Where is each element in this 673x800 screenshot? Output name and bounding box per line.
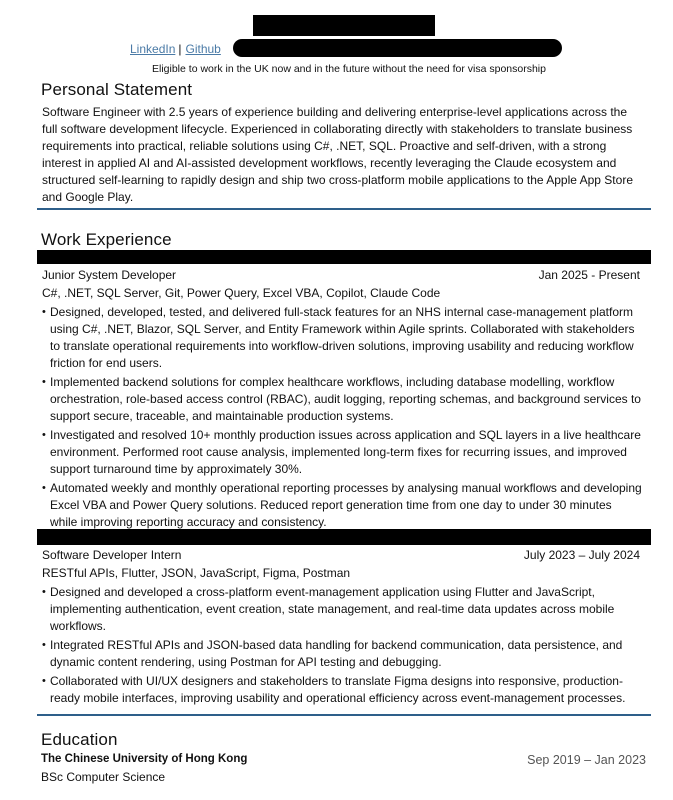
list-item: • Implemented backend solutions for complex healthcare workflows, including database modelling, workflow orchestration, role-based access control (RBAC), audit logging, reporting schemas, and background services to support secure, traceable, and maintainable production systems. (42, 374, 642, 425)
section-divider (37, 208, 651, 210)
list-item: • Automated weekly and monthly operational reporting processes by analysing manual workflows and developing Excel VBA and Power Query solutions. Reduced report generation time from one day to under 30 minutes while improving reporting accuracy and consistency. (42, 480, 642, 531)
link-separator: | (178, 42, 182, 56)
job-2-skills: RESTful APIs, Flutter, JSON, JavaScript, Figma, Postman (42, 566, 351, 580)
list-item: • Designed and developed a cross-platform event-management application using Flutter and JavaScript, implementing authentication, event creation, state management, and real-time data updates across mobile workflows. (42, 584, 642, 635)
linkedin-link[interactable]: LinkedIn (130, 42, 176, 56)
job-1-dates: Jan 2025 - Present (538, 268, 640, 282)
list-item: • Designed, developed, tested, and delivered full-stack features for an NHS internal case-management platform using C#, .NET, Blazor, SQL Server, and Entity Framework within Agile sprints. Collaborated with stakeholders to translate operational requirements into workflow-driven solutions, improving usability and reducing workflow friction for end users. (42, 304, 642, 372)
header-links (130, 42, 221, 56)
job-1-skills: C#, .NET, SQL Server, Git, Power Query, Excel VBA, Copilot, Claude Code (42, 286, 441, 300)
redacted-name (253, 15, 435, 36)
work-experience-heading: Work Experience (41, 230, 172, 249)
degree-name: BSc Computer Science (41, 770, 166, 784)
github-link[interactable]: Github (185, 42, 221, 56)
eligibility-statement: Eligible to work in the UK now and in the future without the need for visa sponsorship (152, 63, 546, 75)
list-item: • Investigated and resolved 10+ monthly production issues across application and SQL layers in a live healthcare environment. Performed root cause analysis, implemented long-term fixes for recurring issues, and improved support turnaround time by approximately 30%. (42, 427, 642, 478)
job-2-dates: July 2023 – July 2024 (523, 548, 640, 562)
university-name: The Chinese University of Hong Kong (41, 753, 248, 765)
personal-statement-text: Software Engineer with 2.5 years of experience building and delivering enterprise-level applications across the full software development lifecycle. Experienced in collaborating directly with stakeholders to translate business requirements into practical, reliable solutions using C#, .NET, SQL. Proactive and self-driven, with a strong interest in applied AI and AI-assisted development workflows, recently leveraging the Claude ecosystem and structured self-learning to rapidly design and ship two cross-platform mobile applications to the Apple App Store and Google Play. (42, 105, 633, 204)
education-dates: Sep 2019 – Jan 2023 (527, 753, 646, 767)
list-item: • Integrated RESTful APIs and JSON-based data handling for backend communication, data persistence, and dynamic content rendering, using Postman for API testing and debugging. (42, 637, 642, 671)
section-divider (37, 714, 651, 716)
job-2-bullet-list (42, 584, 642, 709)
redacted-employer-2 (37, 529, 651, 545)
education-heading: Education (41, 730, 118, 749)
redacted-contact (233, 39, 562, 57)
redacted-employer-1 (37, 250, 651, 264)
job-1-bullet-list (42, 304, 642, 533)
list-item: • Collaborated with UI/UX designers and stakeholders to translate Figma designs into responsive, production-ready mobile interfaces, improving usability and operational efficiency across event-management processes. (42, 673, 642, 707)
personal-statement-heading: Personal Statement (41, 80, 193, 99)
job-1-role: Junior System Developer (42, 268, 177, 282)
job-2-role: Software Developer Intern (42, 548, 182, 562)
